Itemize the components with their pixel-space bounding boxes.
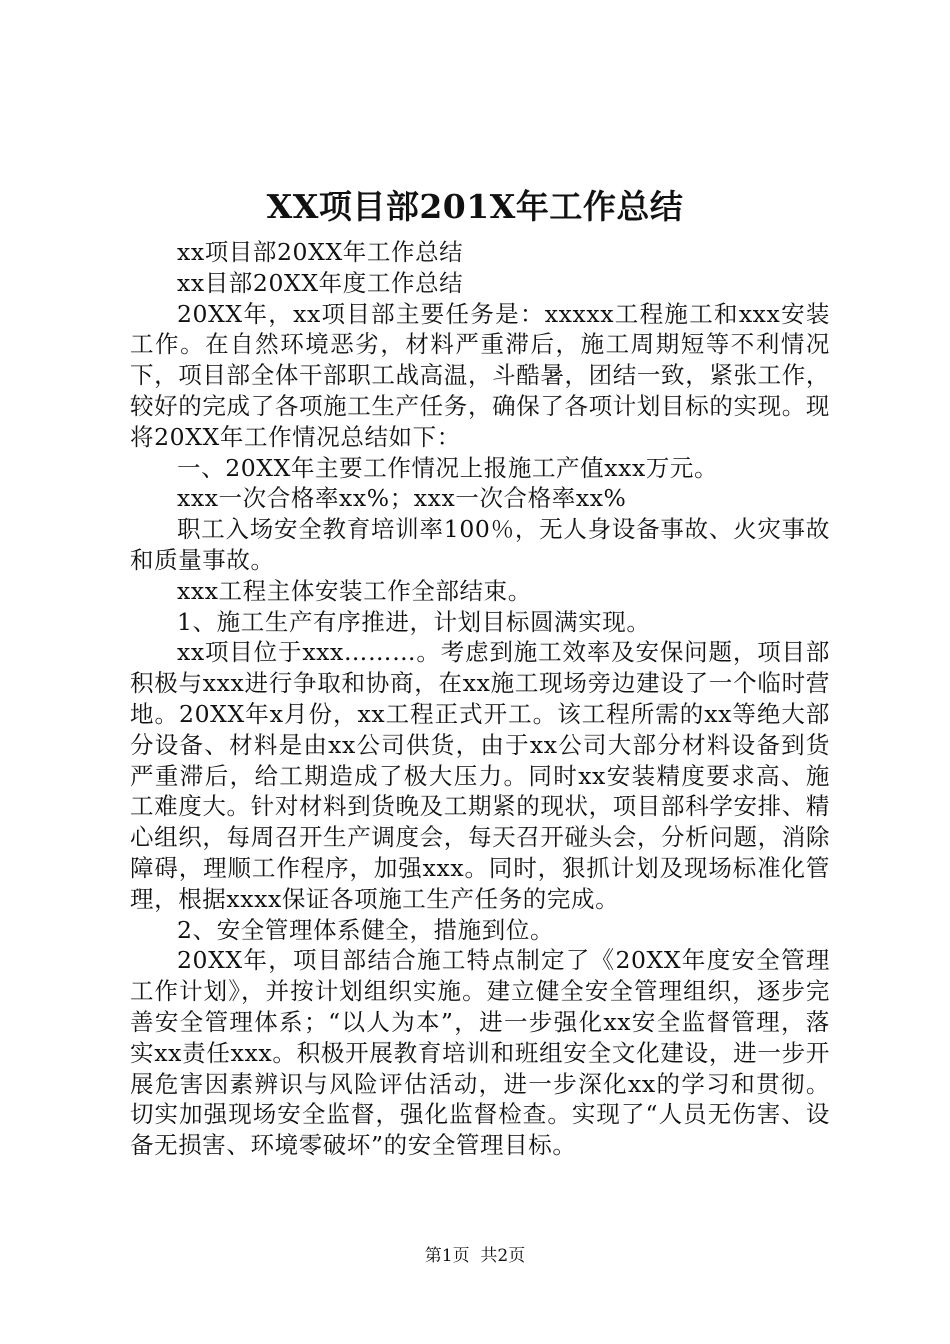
- paragraph-11: 20XX年，项目部结合施工特点制定了《20XX年度安全管理工作计划》，并按计划组织实施。建立健全安全管理组织，逐步完善安全管理体系；“以人为本”，进一步强化xx安全监督管理，落实xx责任xxx。积极开展教育培训和班组安全文化建设，进一步开展危害因素辨识与风险评估活动，进一步深化xx的学习和贯彻。切实加强现场安全监督，强化监督检查。实现了“人员无伤害、设备无损害、环境零破坏”的安全管理目标。: [130, 946, 830, 1160]
- document-title: XX项目部201X年工作总结: [266, 187, 684, 226]
- paragraph-8: 1、施工生产有序推进，计划目标圆满实现。: [177, 607, 651, 636]
- paragraph-3: 20XX年，xx项目部主要任务是：xxxxx工程施工和xxx安装工作。在自然环境恶劣，材料严重滞后，施工周期短等不利情况下，项目部全体干部职工战高温，斗酷暑，团结一致，紧张工作，较好的完成了各项施工生产任务，确保了各项计划目标的实现。现将20XX年工作情况总结如下：: [130, 299, 830, 451]
- paragraph-7: xxx工程主体安装工作全部结束。: [177, 576, 532, 605]
- page-total: 共2页: [480, 1246, 526, 1266]
- paragraph-2: xx目部20XX年度工作总结: [177, 268, 464, 297]
- paragraph-9: xx项目位于xxx………。考虑到施工效率及安保问题，项目部积极与xxx进行争取和协商，在xx施工现场旁边建设了一个临时营地。20XX年x月份，xx工程正式开工。该工程所需的xx等绝大部分设备、材料是由xx公司供货，由于xx公司大部分材料设备到货严重滞后，给工期造成了极大压力。同时xx安装精度要求高、施工难度大。针对材料到货晚及工期紧的现状，项目部科学安排、精心组织，每周召开生产调度会，每天召开碰头会，分析问题，消除障碍，理顺工作程序，加强xxx。同时，狠抓计划及现场标准化管理，根据xxxx保证各项施工生产任务的完成。: [130, 638, 830, 913]
- paragraph-10: 2、安全管理体系健全，措施到位。: [177, 915, 555, 944]
- paragraph-6: 职工入场安全教育培训率100％，无人身设备事故、火灾事故和质量事故。: [130, 515, 830, 574]
- paragraph-1: xx项目部20XX年工作总结: [177, 238, 464, 266]
- page-footer: [0, 1244, 950, 1268]
- paragraph-4: 一、20XX年主要工作情况上报施工产值xxx万元。: [177, 453, 719, 482]
- document-body: [130, 237, 830, 1161]
- page-number: 第1页: [424, 1246, 470, 1266]
- paragraph-5: xxx一次合格率xx%；xxx一次合格率xx%: [177, 484, 627, 513]
- footer-spacer: [470, 1246, 481, 1266]
